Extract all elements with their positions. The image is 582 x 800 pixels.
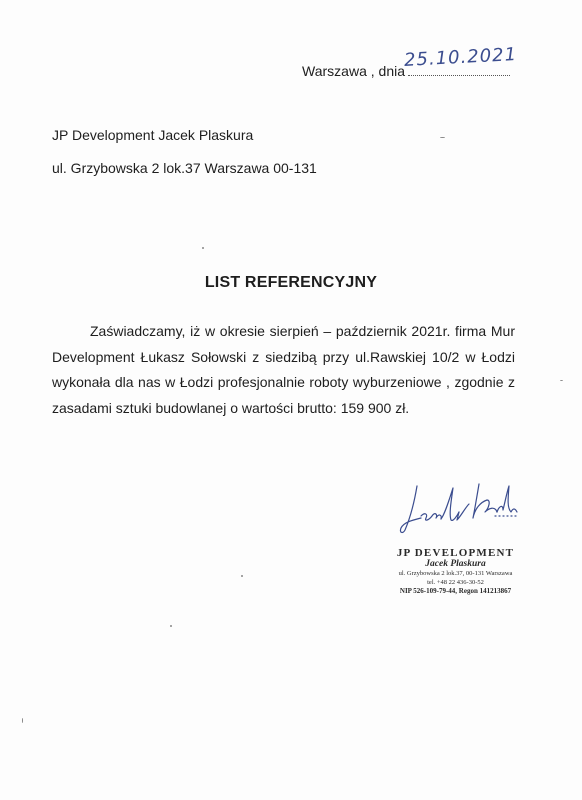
stamp-company: JP DEVELOPMENT (396, 547, 515, 559)
date-dotted-line (403, 44, 518, 76)
stamp-ids: NIP 526-109-79-44, Regon 141213867 (399, 587, 512, 595)
signature-icon (395, 478, 525, 538)
recipient-company: JP Development Jacek Plaskura (52, 127, 254, 143)
stamp-person: Jacek Plaskura (425, 559, 486, 569)
handwritten-date: 25.10.2021 (403, 44, 518, 71)
date-label: dnia (378, 63, 405, 79)
document-title: LIST REFERENCYJNY (204, 274, 378, 291)
recipient-address: ul. Grzybowska 2 lok.37 Warszawa 00-131 (52, 160, 317, 176)
company-stamp (378, 547, 533, 596)
date-line (302, 44, 518, 79)
place-label: Warszawa , (302, 63, 375, 79)
stamp-phone: tel. +48 22 436-30-52 (427, 579, 484, 586)
reference-body: Zaświadczamy, iż w okresie sierpień – październik 2021r. firma Mur Development Łukasz Sołowski z siedzibą przy ul.Rawskiej 10/2 w Łodzi wykonała dla nas w Łodzi profesjonalnie roboty wyburzeniowe , zgodnie z zasadami sztuki budowlanej o wartości brutto: 159 900 zł. (52, 323, 515, 416)
stamp-address: ul. Grzybowska 2 lok.37, 00-131 Warszawa (398, 570, 513, 577)
